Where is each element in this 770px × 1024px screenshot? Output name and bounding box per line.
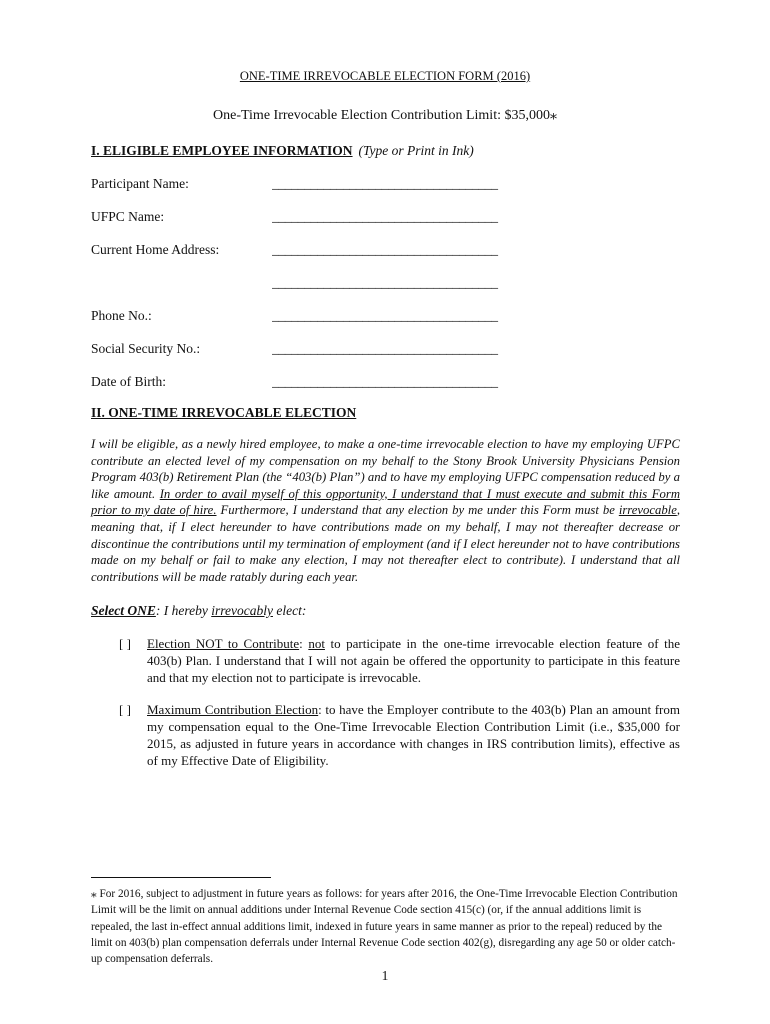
not-contribute-text [147,635,680,686]
not-contribute-sep: : [299,636,309,651]
home-address-field-1[interactable]: ___________________________________ [272,242,498,257]
irrevocably-word: irrevocably [211,603,273,618]
dob-field[interactable]: ___________________________________ [272,374,498,389]
election-paragraph [91,436,680,585]
election-text-3: , meaning that, if I elect hereunder to have contributions made on my behalf, I may not thereafter decrease or discontinue the contributions until my termination of employment (and if I elect hereunder not to have contributions made on my behalf or fail to make any election, I may not thereafter elect to contribute). I understand that all contributions will be made ratably during each year. [91,503,680,584]
section-1-heading [91,143,474,159]
option-not-contribute [119,635,680,686]
home-address-label: Current Home Address: [91,242,220,257]
form-title: ONE-TIME IRREVOCABLE ELECTION FORM (2016) [239,69,531,83]
phone-label: Phone No.: [91,308,152,323]
home-address-field-2[interactable]: ___________________________________ [272,275,498,290]
dob-label: Date of Birth: [91,374,166,389]
phone-field[interactable]: ___________________________________ [272,308,498,323]
contribution-limit-subtitle: One-Time Irrevocable Election Contribution Limit: $35,000⁎ [213,108,557,123]
election-text-1: I will be eligible, as a newly hired employee, to make a one-time irrevocable election to have my employing UFPC contribute an elected level of my compensation on my behalf to the Stony Brook University Physicians Pension Program 403(b) Retirement Plan (the “403(b) Plan”) and to have my employing UFPC compensation reduced by a like amount. [91,437,680,501]
not-contribute-title: Election NOT to Contribute [147,636,300,651]
select-mid-text: : I hereby [155,603,212,618]
participant-name-field[interactable]: ___________________________________ [272,176,498,191]
footnote: ⁎ For 2016, subject to adjustment in future years as follows: for years after 2016, the One-Time Irrevocable Election Contribution Limit will be the limit on annual additions under Internal Revenue Code section 415(c) (or, if the annual additions limit is repealed, the last in-effect annual additions limit, indexed in future years in same manner as prior to the repeal) reduced by the limit on 403(b) plan compensation deferrals under Internal Revenue Code section 402(g), disregarding any age 50 or older catch-up compensation deferrals. [91,888,678,966]
select-one-instruction [91,603,306,619]
section-1-note: (Type or Print in Ink) [358,143,474,158]
max-contribution-text [147,701,680,769]
election-text-2: Furthermore, I understand that any election by me under this Form must be [216,503,619,518]
participant-name-label: Participant Name: [91,176,189,191]
election-deadline-text: In order to avail myself of this opportunity, I understand that I must execute and submit this Form prior to my date of hire. [91,486,680,518]
ufpc-name-label: UFPC Name: [91,209,165,224]
irrevocable-emphasis: irrevocable [618,503,677,518]
not-word: not [308,636,325,651]
footnote-divider [91,877,271,878]
option-max-contribution [119,701,680,769]
section-1-title: I. ELIGIBLE EMPLOYEE INFORMATION [91,143,353,158]
max-contribution-body: : to have the Employer contribute to the 403(b) Plan an amount from my compensation equal to the One-Time Irrevocable Election Contribution Limit (i.e., $35,000 for 2015, as adjusted in future years in accordance with changes in IRS contribution limits), effective as of my Effective Date of Eligibility. [147,702,680,768]
max-contribution-checkbox[interactable]: [ ] [119,702,131,717]
not-contribute-checkbox[interactable]: [ ] [119,636,131,651]
ufpc-name-field[interactable]: ___________________________________ [272,209,498,224]
select-end-text: elect: [272,603,307,618]
select-one-label: Select ONE [91,603,156,618]
page-number: 1 [381,968,389,983]
ssn-label: Social Security No.: [91,341,201,356]
max-contribution-title: Maximum Contribution Election [147,702,319,717]
ssn-field[interactable]: ___________________________________ [272,341,498,356]
section-2-heading: II. ONE-TIME IRREVOCABLE ELECTION [91,405,357,420]
not-contribute-body: to participate in the one-time irrevocable election feature of the 403(b) Plan. I understand that I will not again be offered the opportunity to participate in this feature and that my election not to participate is irrevocable. [147,636,680,685]
